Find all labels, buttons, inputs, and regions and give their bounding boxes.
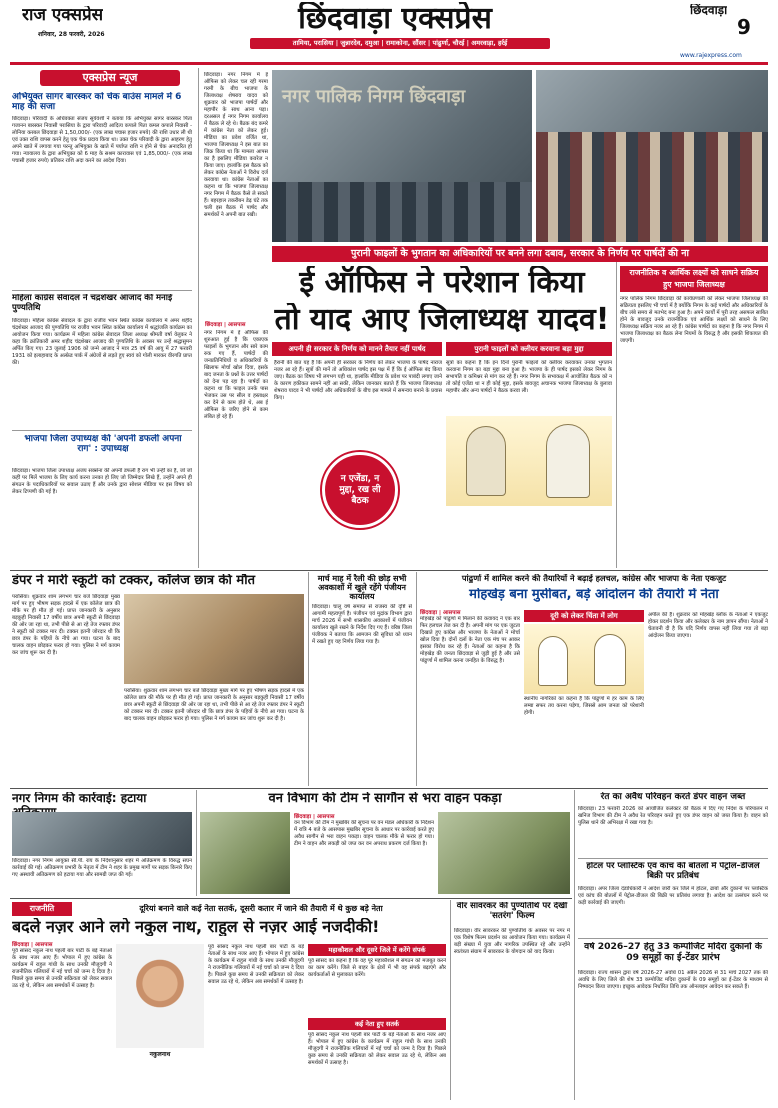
people-silhouettes (272, 182, 532, 242)
top-story-byline: छिंदवाड़ा | आसपास (205, 322, 246, 328)
people-silhouettes (536, 132, 768, 242)
top-story-col4: सूत्रों का कहना है कि इन दिनों पुरानी फाइलों को क्लीयर करवाकर उनका भुगतान करवाना निगम का बड़ा मुद्दा बना हुआ है। भाजपा के ही पार्षद इसको लेकर निगम के सभापति व कमिश्नर से मांग कर रहे हैं। नगर निगम के सभाकक्ष में आयोजित बैठक को न तो कोई एजेंडा था न ही कोई मुद्दा, इसके बावजूद अचानक भाजपा जिलाध्यक्ष के बुलावा महापौर और अन्य पार्षदों ने बैठक करवा ली। (446, 360, 612, 394)
politics-col4: पूर्व सांसद नकुल नाथ पहली बार पार्टी के बड़े नेताओं के साथ नजर आए हैं। भोपाल में हुए कांग्रेस के कार्यक्रम में राहुल गांधी के साथ उनकी मौजूदगी ने राजनीतिक गलियारों में नई चर्चा को जन्म दे दिया है। पिछले कुछ समय से उनकी सक्रियता को लेकर सवाल उठ रहे थे, लेकिन अब समर्थकों में उत्साह है। (308, 1032, 446, 1066)
cartoon-figure (546, 424, 590, 498)
news-body-sevadal: छिंदवाड़ा। महिला कांग्रेस सेवादल के द्वारा राजीव भवन स्थित कांग्रेस कार्यालय में अमर शहीद चंद्रशेखर आजाद की पुण्यतिथि पर राजीव भवन स्थित कांग्रेस कार्यालय में श्रद्धांजलि कार्यक्रम का आयोजन किया गया। कार्यक्रम में महिला कांग्रेस सेवादल जिला अध्यक्ष श्रीमती वर्षा वेलुकर ने कहा कि क्रांतिकारी अमर शहीद चंद्रशेखर आजाद की पुण्यतिथि के अवसर पर उन्हें श्रद्धासुमन अर्पित किए गए। 23 जुलाई 1906 को जन्मे आजाद ने मात्र 25 वर्ष की आयु में 27 फरवरी 1931 को इलाहाबाद के अल्फ्रेड पार्क में अंग्रेजों से लड़ते हुए स्वयं को गोली मारकर वीरगति प्राप्त की। (12, 318, 192, 366)
cartoon-figure (466, 426, 506, 496)
paper-name: राज एक्सप्रेस (22, 6, 104, 25)
page-number: 9 (737, 16, 751, 39)
cartoon-figure (594, 634, 626, 686)
section-divider (10, 570, 768, 571)
accident-title: डंपर ने मारी स्कूटी को टक्कर, कॉलेज छात्र की मौत (12, 574, 255, 588)
top-story-col1: छिंदवाड़ा। नगर निगम में ई ऑफिस को लेकर चल रही गरमा गरमी के बीच भाजपा के जिलाध्यक्ष शेषराव यादव को शुक्रवार को भाजपा पार्षदों और महापौर के साथ आना पड़ा। दरअसल ई नगर निगम कार्यालय में बैठक ले रहे थे। बैठक बंद कमरे में कांग्रेस नेता को लेकर हुई। मीडिया का प्रवेश वर्जित था, भाजपा जिलाध्यक्ष ने इस बात का जिक्र किया था कि मामला आपस का है इसलिए मीडिया कवरेज न किया जाए। हालांकि इस बैठक को लेकर कांग्रेस नेताओं ने विरोध दर्ज करवाया था। कांग्रेस नेताओं का कहना था कि भाजपा जिलाध्यक्ष नगर निगम में बैठक कैसे ले सकते हैं। बहरहाल तकरीबन डेढ़ घंटे तक चली इस बैठक में पार्षद और समर्थकों ने अपनी बात रखी। (204, 72, 268, 218)
cartoon-illustration (446, 416, 612, 506)
divider (578, 858, 768, 859)
masthead-rule (10, 62, 768, 65)
meeting-photo (272, 70, 532, 242)
politics-tag: राजनीति (12, 902, 72, 916)
column-divider (308, 572, 309, 786)
photo-caption: नकुलनाथ (149, 1051, 171, 1058)
forest-body: वन विभाग की टीम ने मुखबिर की सूचना पर वन मंडल अधिकारी के निर्देशन में रात्रि 4 बजे के आसपास मुखबिर सूचना के आधार पर कार्रवाई करते हुए अवैध सागौन से भरा वाहन पकड़ा। वाहन चालक मौके से फरार हो गया। टीम ने वाहन और लकड़ी को जप्त कर वन अपराध प्रकरण दर्ज किया है। (294, 820, 434, 847)
city-label: छिंदवाड़ा (690, 4, 728, 17)
side-story-title: राजनीतिक व आर्थिक लक्ष्यों को साधने सक्रिय हुए भाजपा जिलाध्यक्ष (620, 266, 768, 292)
registry-body: छिंदवाड़ा। चालू वर्ष समाप्त से राजस्व की दृष्टि से आगामी महत्वपूर्ण है। पंजीयन एवं मुद्रांक विभाग द्वारा मार्च 2026 में सभी शासकीय अवकाशों में पंजीयन कार्यालय खुले रखने के निर्देश दिए गए हैं। वरिष्ठ जिला पंजीयक ने बताया कि आमजन की सुविधा को ध्यान में रखते हुए यह निर्णय लिया गया है। (312, 604, 412, 645)
mohkhed-col2: अपील की है। शुक्रवार को मोहखेड़ ब्लॉक के नेताओं ने एकजुट होकर प्रदर्शन किया और कलेक्टर के नाम ज्ञापन सौंपा। नेताओं ने चेतावनी दी है कि यदि निर्णय वापस नहीं लिया गया तो बड़ा आंदोलन किया जाएगा। (648, 612, 768, 639)
top-story-col2: नगर निगम में ई ऑफिस की शुरुआत हुई है कि एकाएक फाइलों के भुगतान और सारे काम रुक गए हैं, पार्षदों की जनप्रतिनिधियों व अधिकारियों के खिलाफ मोर्चा खोल दिया, इसके बाद जनता के प्रश्नों के उत्तर पार्षदों को देना पड़ रहा है। पार्षदों का कहना था कि फाइल उनके पास भेजकर उस पर सील व हस्ताक्षर कर देने से काम होते थे, अब ई ऑफिस के जरिए होने से काम लंबित हो रहे हैं। (204, 330, 268, 420)
encroach-body: छिंदवाड़ा। नगर निगम आयुक्त सी.पी. राय के निर्देशानुसार शहर में अतिक्रमण के विरुद्ध सघन कार्रवाई की गई। अतिक्रमण प्रभारी के नेतृत्व में टीम ने शहर के प्रमुख मार्गों पर सड़क किनारे किए गए अस्थायी अतिक्रमण को हटाया गया और सामग्री जप्त की गई। (12, 858, 192, 878)
dumper-title: रेत का अवैध परिवहन करते डंपर वाहन जब्त (600, 792, 746, 802)
edition-title: छिंदवाड़ा एक्सप्रेस (298, 2, 492, 36)
dumper-body: छिंदवाड़ा। 23 फरवरी 2026 को आयोजित कलेक्टर की बैठक में दिए गए निर्देश के परिपालन में खनिज विभाग की टीम ने अवैध रेत परिवहन करते हुए एक डंपर वाहन को जब्त किया है। वाहन को पुलिस थाने की अभिरक्षा में रखा गया है। (578, 806, 768, 826)
liquor-title: वर्ष 2026–27 हेतु 33 कम्पोजिट मदिरा दुकानों के 09 समूहों का ई-टेंडर प्रारंभ (584, 942, 762, 963)
forest-vehicle-photo (438, 812, 570, 894)
divider (578, 938, 768, 939)
politics-title: बदले नज़र आने लगे नकुल नाथ, राहुल से नज़र आई नजदीकी! (12, 918, 380, 936)
top-story-col3: हैरानी की बात यह है कि अपनी ही सरकार के निर्णय को लेकर भाजपा के पार्षद नाराज नजर आ रहे हैं। सूत्रों की मानें तो अधिकांश पार्षद इस पक्ष में हैं कि ई ऑफिस बंद किया जाए। बैठक का विषय भी लगभग यही था, हालांकि मीडिया के प्रवेश पर पाबंदी लगाए जाने के कारण हकीकत सामने नहीं आ सकी, लेकिन जानकार बताते हैं कि भाजपा जिलाध्यक्ष शेषराव यादव ने भी पार्षदों और अधिकारियों के बीच इस मामले में समन्वय बनाने के प्रयास किए। (274, 360, 442, 401)
mohkhed-box-body: स्थानीय नागरिकों का कहना है कि पांढुर्णा में हर काम के लिए लम्बा सफर तय करना पड़ेगा, जिससे आम जनता को परेशानी होगी। (524, 696, 644, 716)
column-divider (196, 790, 197, 896)
mohkhed-title: मोहखेड़ बना मुसीबत, बड़े आंदोलन की तैयारी में नेता (469, 588, 719, 602)
column-divider (616, 262, 617, 568)
politics-col3: पूर्व सांसद का कहना है कि वह पूरे महाकौशल में संगठन को मजबूत करने का काम करेंगे। जिले से बाहर के क्षेत्रों में भी वह संपर्क बढ़ाएंगे और कार्यकर्ताओं से मुलाकात करेंगे। (308, 958, 446, 978)
encroach-title: नगर निगम की कार्रवाई: हटाया (12, 792, 147, 805)
politics-kicker: दूरियां बनाने वाले कई नेता सतर्क, दूसरी कतार में जाने की तैयारी में थे कुछ बड़े नेता (139, 904, 383, 913)
mohkhed-cartoon (524, 624, 644, 694)
liquor-body: छिंदवाड़ा। राज्य शासन द्वारा वर्ष 2026-27 अवधि 01 अप्रैल 2026 से 31 मार्च 2027 तक की अवधि के लिए जिले की शेष 33 कम्पोजिट मदिरा दुकानों के 09 समूहों का ई-टेंडर के माध्यम से निष्पादन किया जाएगा। इच्छुक आवेदक निर्धारित तिथि तक ऑनलाइन आवेदन कर सकते हैं। (578, 970, 768, 990)
column-divider (450, 900, 451, 1100)
sub-head-a: अपनी ही सरकार के निर्णय को मानने तैयार नहीं पार्षद (272, 342, 442, 356)
issue-date: शनिवार, 28 फरवरी, 2026 (38, 31, 105, 38)
headline-line2: तो याद आए जिलाध्यक्ष यादव! (274, 303, 610, 337)
forest-byline: छिंदवाड़ा | आसपास (294, 814, 335, 820)
mohkhed-box-title: दूरी को लेकर चिंता में लोग (524, 610, 644, 622)
hotel-title: होटल पर प्लास्टिक एवं कांच की बोतलों में पेट्रोल–डीजल बिक्री पर प्रतिबंध (586, 862, 760, 881)
corporators-photo (536, 70, 768, 242)
agenda-badge: न एजेंडा, न मुद्दा, रख ली बैठक (322, 452, 398, 528)
edition-towns-bar: तामिया, परासिया | जुन्नारदेव, दमुआ | रामाकोना, सौंसर | पांढुर्णा, चौरई | अमरवाड़ा, हर्रई (250, 38, 550, 49)
accident-body-cont: परासिया। शुक्रवार शाम लगभग चार बजे छिंदवाड़ा मुख्य मार्ग पर हुए भीषण सड़क हादसे में एक कॉलेज छात्र की मौके पर ही मौत हो गई। प्राप्त जानकारी के अनुसार बड़कुही निवासी 17 वर्षीय छात्र अपनी स्कूटी से छिंदवाड़ा की ओर जा रहा था, तभी पीछे से आ रहे तेज रफ्तार डंपर ने स्कूटी को टक्कर मार दी। टक्कर इतनी जोरदार थी कि छात्र डंपर के पहियों के नीचे आ गया। घटना के बाद चालक वाहन छोड़कर फरार हो गया। पुलिस ने मर्ग कायम कर जांच शुरू कर दी है। (124, 688, 304, 722)
divider (12, 290, 192, 291)
express-news-label: एक्सप्रेस न्यूज (40, 70, 180, 86)
sub-head-b: पुरानी फाइलों को क्लीयर करवाना बड़ा मुद्दा (446, 342, 612, 356)
column-divider (198, 68, 199, 568)
column-divider (574, 790, 575, 1100)
accident-photo (124, 594, 304, 684)
news-body-bjp-vp: छिंदवाड़ा। भाजपा जिला उपाध्यक्ष अजय सक्सेना की अपनी डफली है राग भी उन्हीं का है, जो जो कहीं पर मिलें भाजपा के लिए कार्य करना उनका हो लिए जो जिम्मेदार लिखे हैं, उन्होंने अपने ही संगठन के पदाधिकारियों पर सवाल उठाए हैं और उनके द्वारा सोशल मीडिया पर इस विषय को लेकर टिप्पणी की गई है। (12, 468, 192, 495)
news-title-sevadal: महिला कांग्रेस सेवादल ने चंद्रशेखर आजाद की मनाई पुण्यतिथि (12, 294, 173, 313)
mohkhed-body: मोहखेड़ को पांढुर्णा में मिलाने की कवायद ने एक बार फिर हलचल तेज कर दी है। अपनी मांग पर एक जुटता दिखाते हुए कांग्रेस और भाजपा के नेताओं ने मोर्चा खोल दिया है। दोनों दलों के नेता एक मंच पर आकर इसका विरोध कर रहे हैं। नेताओं का कहना है कि मोहखेड़ की जनता छिंदवाड़ा से जुड़ी हुई है और उसे पांढुर्णा में शामिल करना जनहित के विरुद्ध है। (420, 616, 520, 664)
photo-banner: नगर पालिक निगम छिंदवाड़ा (282, 86, 466, 107)
savarkar-body: छिंदवाड़ा। वीर सावरकर की पुण्यतिथि के अवसर पर नगर में एक विशेष फिल्म प्रदर्शन का आयोजन किया गया। कार्यक्रम में बड़ी संख्या में युवा और नागरिक उपस्थित रहे और उन्होंने स्वतंत्रता संग्राम में सावरकर के योगदान को याद किया। (454, 928, 570, 955)
section-divider (10, 898, 572, 899)
politics-sub-head-2: कई नेता हुए सतर्क (308, 1018, 446, 1030)
headline-line1: ई ऑफिस ने परेशान किया (299, 266, 585, 300)
savarkar-title: वीर सावरकर की पुण्यतिथि पर देखी 'सतरंग' फिल्म (456, 902, 568, 921)
hotel-body: छिंदवाड़ा। अपर जिला दंडाधिकारी ने आदेश जारी कर जिले में होटल, ढाबों और दुकानों पर प्लास्टिक एवं कांच की बोतलों में पेट्रोल-डीजल की बिक्री पर प्रतिबंध लगाया है। आदेश का उल्लंघन करने पर कड़ी कार्रवाई की जाएगी। (578, 886, 768, 906)
nakulnath-photo (116, 944, 204, 1048)
website[interactable]: www.rajexpress.com (680, 52, 742, 59)
mohkhed-byline: छिंदवाड़ा | आसपास (420, 610, 461, 616)
news-body-cheque: छिंदवाड़ा। परिवादी के अधिवक्ता संजय सूर्यवंशी ने बताया कि अभियुक्त सागर बारस्कर पिता गजानन बारस्कर निवासी परासिया के द्वारा परिवादी आदित्य कपाले पिता कमल कपाले निवासी - लोनिया करबल छिंदवाड़ा से 1,50,000/- (एक लाख पचास हजार रुपये) की राशि उधार ली थी एवं उक्त राशि वापस करने हेतु एक चेक प्रदाय किया था। उक्त चेक परिवादी के द्वारा आहरण हेतु अपने खाते में लगाया गया परन्तु अभियुक्त के खाते में पर्याप्त राशि न होने से चेक अनादरित हो गया। न्यायालय के द्वारा अभियुक्त को 6 माह के सश्रम कारावास एवं 1,85,000/- (एक लाख पचासी हजार रुपये) प्रतिकर राशि अदा करने का आदेश दिया। (12, 116, 192, 164)
politics-sub-head: महाकौशल और दूसरे जिले में करेंगे संपर्क (308, 944, 446, 956)
forest-photo (200, 812, 290, 894)
section-divider (10, 788, 768, 789)
registry-title: मार्च माह में रैली की छोड़ सभी अवकाशों में खुले रहेंगे पंजीयन कार्यालय (317, 574, 407, 602)
politics-body-cont: पूर्व सांसद नकुल नाथ पहली बार पार्टी के बड़े नेताओं के साथ नजर आए हैं। भोपाल में हुए कांग्रेस के कार्यक्रम में राहुल गांधी के साथ उनकी मौजूदगी ने राजनीतिक गलियारों में नई चर्चा को जन्म दे दिया है। पिछले कुछ समय से उनकी सक्रियता को लेकर सवाल उठ रहे थे, लेकिन अब समर्थकों में उत्साह है। (208, 944, 304, 985)
mohkhed-kicker: पांढुर्णा में शामिल करने की तैयारियों ने बढ़ाई हलचल, कांग्रेस और भाजपा के नेता एकजुट (461, 574, 727, 583)
accident-body: परासिया। शुक्रवार शाम लगभग चार बजे छिंदवाड़ा मुख्य मार्ग पर हुए भीषण सड़क हादसे में एक कॉलेज छात्र की मौके पर ही मौत हो गई। प्राप्त जानकारी के अनुसार बड़कुही निवासी 17 वर्षीय छात्र अपनी स्कूटी से छिंदवाड़ा की ओर जा रहा था, तभी पीछे से आ रहे तेज रफ्तार डंपर ने स्कूटी को टक्कर मार दी। टक्कर इतनी जोरदार थी कि छात्र डंपर के पहियों के नीचे आ गया। घटना के बाद चालक वाहन छोड़कर फरार हो गया। पुलिस ने मर्ग कायम कर जांच शुरू कर दी है। (12, 594, 120, 656)
top-story-kicker: पुरानी फाइलों के भुगतान का अधिकारियों पर बनने लगा दबाव, सरकार के निर्णय पर पार्षदों की ना (272, 246, 768, 262)
politics-byline: छिंदवाड़ा | आसपास (12, 942, 53, 948)
side-story-body: नगर पालिक निगम छिंदवाड़ा की कार्यप्रणाली को लेकर भाजपा जिलाध्यक्ष की सक्रियता इसलिए भी चर्चा में है क्योंकि निगम के कई पार्षदों और अधिकारियों के बीच लंबे समय से मतभेद बना हुआ है। अपने कार्यों में पूरी तरह असफल साबित होने के बावजूद उनके राजनीतिक एवं आर्थिक लक्ष्यों को साधने के लिए जिलाध्यक्ष सक्रिय नजर आ रहे हैं। कांग्रेस पार्षदों का कहना है कि नगर निगम में भाजपा जिलाध्यक्ष का बैठक लेना नियमों के विरुद्ध है और इसकी शिकायत की जाएगी। (620, 296, 768, 344)
column-divider (416, 572, 417, 786)
news-title-bjp-vp: भाजपा जिला उपाध्यक्ष की 'अपनी डफली अपना राग' : उपाध्यक्ष (24, 434, 182, 455)
news-title-cheque: अभियुक्त सागर बारस्कर को चेक बाउंस मामले में 6 माह की सजा (12, 92, 182, 113)
encroach-photo (12, 812, 192, 856)
politics-body: पूर्व सांसद नकुल नाथ पहली बार पार्टी के बड़े नेताओं के साथ नजर आए हैं। भोपाल में हुए कांग्रेस के कार्यक्रम में राहुल गांधी के साथ उनकी मौजूदगी ने राजनीतिक गलियारों में नई चर्चा को जन्म दे दिया है। पिछले कुछ समय से उनकी सक्रियता को लेकर सवाल उठ रहे थे, लेकिन अब समर्थकों में उत्साह है। (12, 948, 112, 989)
forest-title: वन विभाग की टीम ने सागौन से भरा वाहन पकड़ा (268, 792, 502, 806)
divider (12, 430, 192, 431)
cartoon-figure (538, 636, 568, 686)
